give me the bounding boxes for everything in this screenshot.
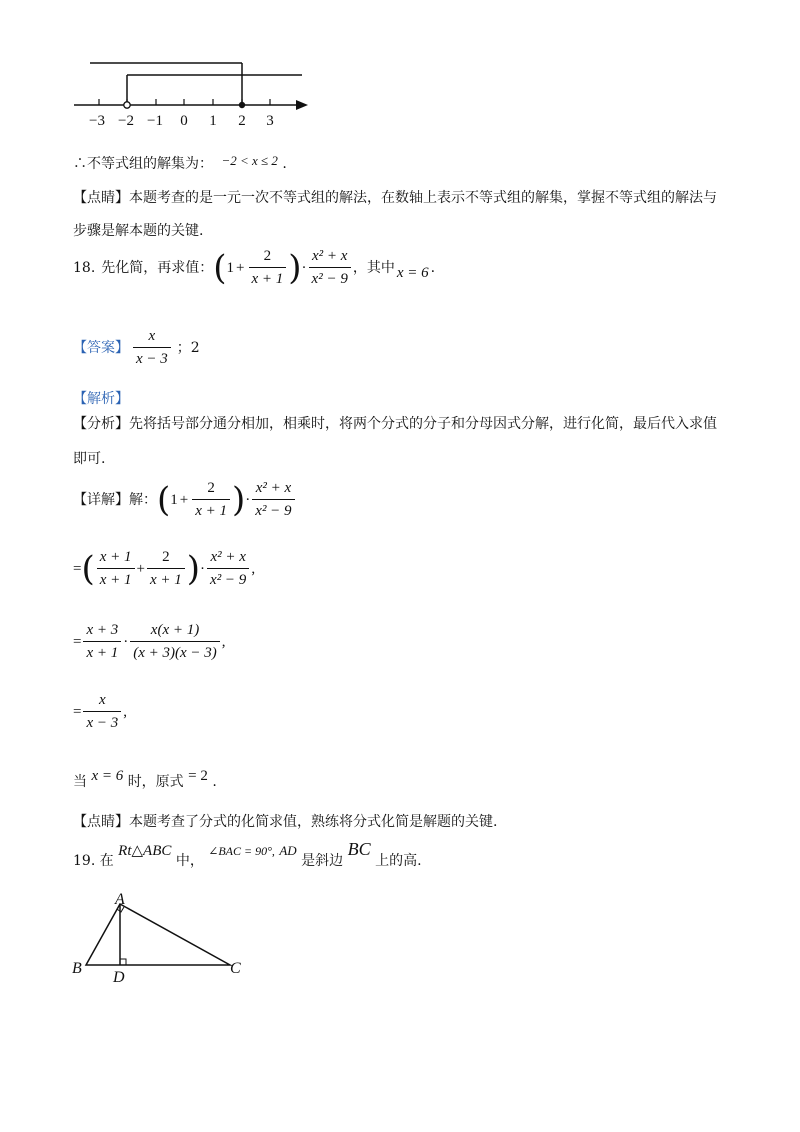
- condition: x = 6: [396, 264, 429, 281]
- step-1: [73, 547, 255, 590]
- fraction: [83, 620, 121, 663]
- number-line-figure: [60, 50, 320, 135]
- tick-label: 1: [209, 113, 217, 129]
- final-value: = 2: [188, 768, 208, 784]
- q19-t2: 中，: [175, 853, 204, 869]
- left-paren: (: [213, 247, 227, 288]
- tick-label: 2: [238, 113, 246, 129]
- numerator: x: [148, 328, 156, 344]
- comment-18: [73, 812, 497, 832]
- tick-label: −3: [89, 113, 105, 129]
- comment-17-line2: 步骤是解本题的关键.: [73, 223, 204, 239]
- right-paren: ): [288, 247, 302, 288]
- fraction: [130, 620, 220, 663]
- tick-label: 3: [266, 113, 274, 129]
- closed-point-2: [239, 102, 245, 108]
- final-end: .: [212, 774, 217, 790]
- numerator: 2: [207, 480, 215, 496]
- dot: ·: [245, 491, 251, 508]
- comment-label: 【点睛】: [73, 814, 129, 830]
- question-end: .: [430, 259, 436, 276]
- question-text: 先化简，再求值：: [101, 259, 214, 276]
- solution-set-expr: −2 < x ≤ 2: [221, 153, 278, 168]
- solution-set-line: [73, 154, 287, 174]
- comment-17-line1: [73, 188, 717, 208]
- detail-label: 【详解】: [73, 491, 129, 508]
- q19-t1: 在: [99, 853, 114, 869]
- ad-label: AD: [279, 843, 297, 858]
- equals: =: [73, 703, 82, 720]
- fraction-2-over-x-plus-1: [192, 478, 230, 521]
- right-angle-mark-d: [120, 959, 126, 965]
- tick-label: 0: [180, 113, 188, 129]
- fenxi-line1: [73, 414, 717, 434]
- fraction: [207, 547, 249, 590]
- one: 1: [170, 491, 178, 508]
- numerator: x: [99, 692, 106, 708]
- dot: ·: [301, 259, 307, 276]
- equals: =: [73, 560, 82, 577]
- plus: +: [136, 560, 145, 577]
- denominator: x − 3: [133, 347, 171, 369]
- left-paren: (: [81, 548, 95, 589]
- denominator: x² − 9: [207, 568, 249, 590]
- final-when: 当: [73, 774, 87, 790]
- denominator: x + 1: [249, 267, 287, 289]
- denominator: x − 3: [83, 711, 121, 733]
- comma: ,: [221, 633, 226, 650]
- solution-set-suffix: .: [282, 156, 287, 172]
- tick-label: −2: [118, 113, 134, 129]
- triangle-figure: [66, 890, 256, 990]
- step-3: [73, 690, 127, 733]
- answer-line: [73, 326, 200, 369]
- solution-set-prefix: ∴不等式组的解集为：: [73, 156, 213, 172]
- fraction: [147, 547, 185, 590]
- numerator: x + 3: [86, 622, 119, 638]
- tick-label: −1: [147, 113, 163, 129]
- plus: +: [179, 491, 189, 508]
- numerator: x + 1: [99, 549, 132, 565]
- fraction-x2x-over-x2-9: [309, 246, 351, 289]
- fenxi-line2: 即可.: [73, 451, 106, 467]
- answer-fraction: [133, 326, 171, 369]
- q19-t4: 上的高.: [375, 853, 422, 869]
- answer-value: 2: [190, 339, 200, 356]
- denominator: x + 1: [97, 568, 135, 590]
- denominator: (x + 3)(x − 3): [130, 641, 220, 663]
- numerator: x(x + 1): [150, 622, 200, 638]
- q19-t3: 是斜边: [301, 853, 344, 869]
- dot: ·: [200, 560, 206, 577]
- comma: ,: [251, 560, 256, 577]
- step-2: [73, 620, 226, 663]
- numerator: 2: [263, 248, 272, 264]
- analysis-label: 【解析】: [73, 391, 129, 407]
- vertex-label-c: C: [230, 960, 241, 977]
- triangle-name: Rt△ABC: [118, 843, 172, 859]
- answer-label: 【答案】: [73, 339, 129, 356]
- right-paren: ): [186, 548, 201, 589]
- bc-label: BC: [347, 839, 371, 859]
- denominator: x + 1: [147, 568, 185, 590]
- axis-arrow-icon: [296, 100, 308, 110]
- open-point-minus-2: [124, 102, 130, 108]
- fraction-2-over-x-plus-1: [249, 246, 287, 289]
- comment-label: 【点睛】: [73, 190, 129, 206]
- question-19: [73, 839, 422, 869]
- comment-text: 本题考查的是一元一次不等式组的解法，在数轴上表示不等式组的解集，掌握不等式组的解法与: [129, 190, 717, 206]
- triangle-abc: [86, 904, 230, 965]
- question-number: 19.: [73, 853, 96, 869]
- denominator: x + 1: [192, 499, 230, 521]
- denominator: x + 1: [83, 641, 121, 663]
- vertex-label-a: A: [115, 891, 125, 908]
- comment-text: 本题考查了分式的化简求值，熟练将分式化简是解题的关键.: [129, 814, 498, 830]
- angle-expr: ∠BAC = 90°,: [208, 844, 275, 858]
- vertex-label-b: B: [72, 960, 82, 977]
- numerator: 2: [162, 549, 170, 565]
- question-mid: ，其中: [352, 259, 395, 276]
- final-line: [73, 766, 217, 790]
- right-paren: ): [232, 479, 246, 520]
- denominator: x² − 9: [309, 267, 351, 289]
- foot-label-d: D: [113, 969, 125, 986]
- one: 1: [226, 259, 235, 276]
- dot: ·: [123, 633, 129, 650]
- final-cond: x = 6: [91, 768, 124, 784]
- question-number: 18.: [73, 259, 96, 276]
- plus: +: [236, 259, 245, 276]
- numerator: x² + x: [255, 480, 292, 496]
- left-paren: (: [157, 479, 171, 520]
- denominator: x² − 9: [252, 499, 294, 521]
- question-18: [73, 246, 435, 289]
- numerator: x² + x: [311, 248, 348, 264]
- comma: ,: [123, 703, 127, 720]
- fraction: [97, 547, 135, 590]
- detail-line: [73, 478, 297, 521]
- fraction-x2x-over-x2-9: [252, 478, 294, 521]
- final-text: 时，原式: [127, 774, 184, 790]
- fenxi-label: 【分析】: [73, 416, 129, 432]
- detail-text: 解：: [129, 491, 157, 508]
- equals: =: [73, 633, 82, 650]
- numerator: x² + x: [210, 549, 246, 565]
- answer-sep: ；: [176, 339, 191, 356]
- fraction: [83, 690, 121, 733]
- fenxi-text: 先将括号部分通分相加，相乘时，将两个分式的分子和分母因式分解，进行化简，最后代入求值: [129, 416, 717, 432]
